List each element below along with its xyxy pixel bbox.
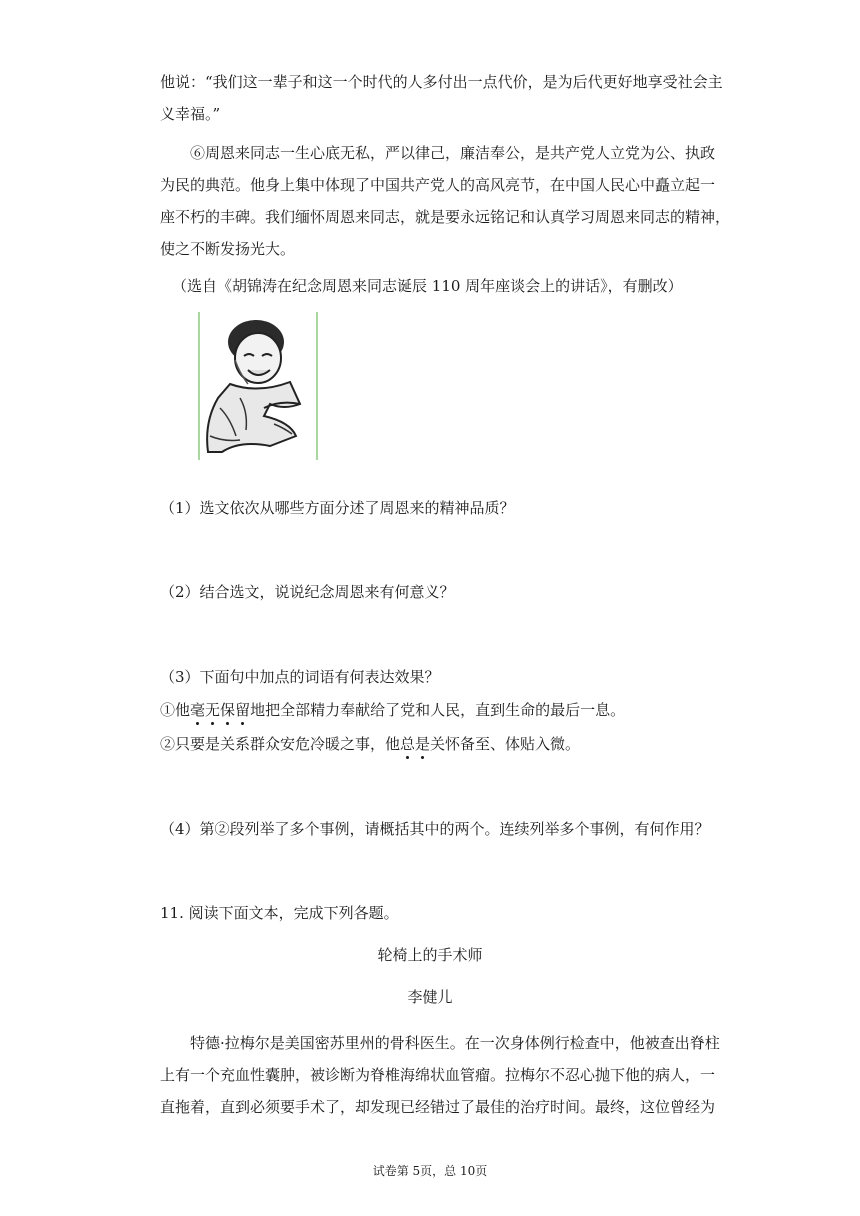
portrait-illustration [198,312,318,460]
dotted-char: 总 [400,735,416,753]
text-line: 他说：“我们这一辈子和这一个时代的人多付出一点代价，是为后代更好地享受社会主 [160,73,723,91]
paragraph-6-line: 座不朽的丰碑。我们缅怀周恩来同志，就是要永远铭记和认真学习周恩来同志的精神， [160,208,731,226]
question-3-sentence-1 [160,699,625,721]
dotted-char: 毫 [190,701,206,719]
dotted-char: 保 [220,701,236,719]
question-1: （1）选文依次从哪些方面分述了周恩来的精神品质？ [160,499,515,517]
question-3-sentence-2 [160,733,580,755]
dotted-char: 是 [415,735,431,753]
article-paragraph-line: 特德·拉梅尔是美国密苏里州的骨科医生。在一次身体例行检查中，他被查出脊柱 [190,1034,720,1052]
article-title: 轮椅上的手术师 [377,946,483,964]
sentence-text: 地把全部精力奉献给了党和人民，直到生命的最后一息。 [250,701,626,719]
paragraph-6-line: ⑥周恩来同志一生心底无私，严以律己，廉洁奉公，是共产党人立党为公、执政 [190,144,716,162]
text-line: 义幸福。” [160,105,221,123]
sentence-text: ①他 [160,701,191,719]
question-3: （3）下面句中加点的词语有何表达效果？ [160,668,440,686]
paragraph-6-line: 使之不断发扬光大。 [160,240,296,258]
dotted-char: 无 [205,701,221,719]
dotted-char: 留 [235,701,251,719]
article-paragraph-line: 上有一个充血性囊肿，被诊断为脊椎海绵状血管瘤。拉梅尔不忍心抛下他的病人，一 [160,1066,716,1084]
sentence-text: 关怀备至、体贴入微。 [430,735,581,753]
article-paragraph-line: 直拖着，直到必须要手术了，却发现已经错过了最佳的治疗时间。最终，这位曾经为 [160,1098,716,1116]
paragraph-6-line: 为民的典范。他身上集中体现了中国共产党人的高风亮节，在中国人民心中矗立起一 [160,176,716,194]
sentence-text: ②只要是关系群众安危冷暖之事，他 [160,735,401,753]
question-4: （4）第②段列举了多个事例，请概括其中的两个。连续列举多个事例，有何作用？ [160,820,710,838]
source-citation: （选自《胡锦涛在纪念周恩来同志诞辰 110 周年座谈会上的讲话》，有删改） [172,277,683,295]
page-footer: 试卷第 5页，总 10页 [372,1164,488,1178]
section-11-heading: 11. 阅读下面文本，完成下列各题。 [160,904,399,922]
question-2: （2）结合选文，说说纪念周恩来有何意义？ [160,583,455,601]
article-author: 李健儿 [407,988,453,1006]
